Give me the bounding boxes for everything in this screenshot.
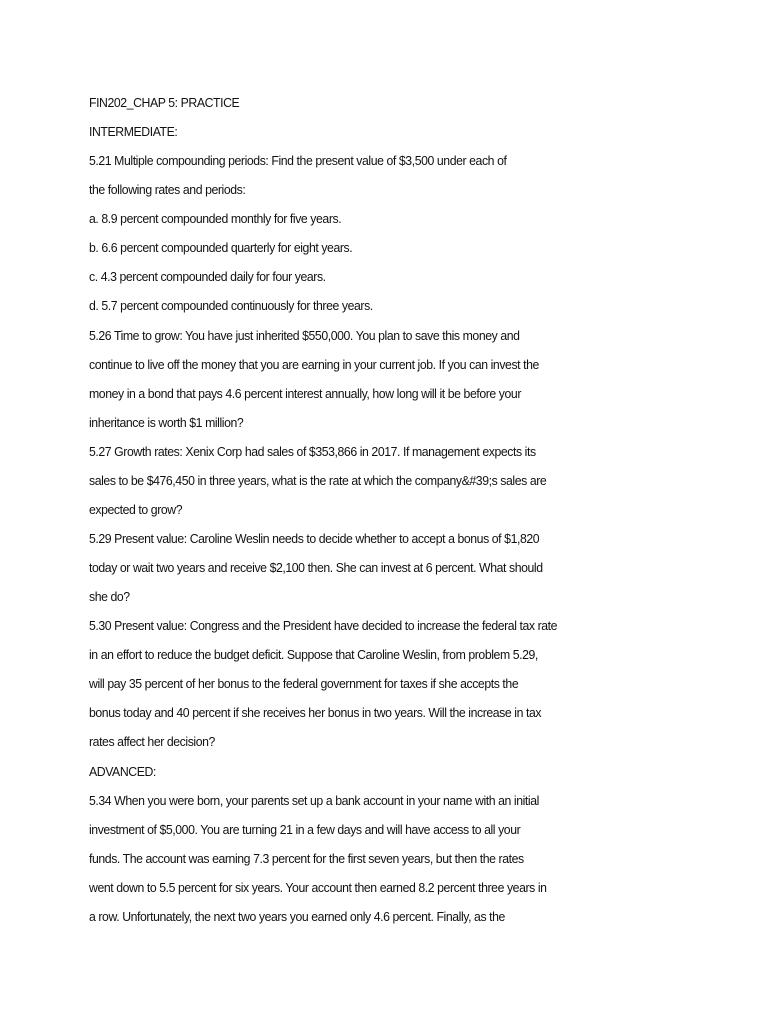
problem-5-27-line-2: sales to be $476,450 in three years, what is the rate at which the company&#39;s sales are — [89, 473, 547, 488]
problem-5-30-line-3: will pay 35 percent of her bonus to the federal government for taxes if she accepts the — [89, 676, 519, 691]
problem-5-29-line-2: today or wait two years and receive $2,100 then. She can invest at 6 percent. What should — [89, 560, 543, 575]
problem-5-27-line-3: expected to grow? — [89, 502, 183, 517]
problem-5-30-line-5: rates affect her decision? — [89, 734, 215, 749]
problem-5-34-line-3: funds. The account was earning 7.3 percent for the first seven years, but then the rates — [89, 851, 524, 866]
problem-5-29-line-3: she do? — [89, 589, 130, 604]
problem-5-26-line-1: 5.26 Time to grow: You have just inherited $550,000. You plan to save this money and — [89, 328, 520, 343]
problem-5-21-part-d: d. 5.7 percent compounded continuously for three years. — [89, 298, 373, 313]
problem-5-26-line-2: continue to live off the money that you are earning in your current job. If you can invest the — [89, 357, 539, 372]
problem-5-29-line-1: 5.29 Present value: Caroline Weslin needs to decide whether to accept a bonus of $1,820 — [89, 531, 540, 546]
problem-5-21-part-c: c. 4.3 percent compounded daily for four years. — [89, 269, 326, 284]
section-heading-intermediate: INTERMEDIATE: — [89, 124, 178, 139]
problem-5-21-part-b: b. 6.6 percent compounded quarterly for eight years. — [89, 240, 353, 255]
problem-5-21-part-a: a. 8.9 percent compounded monthly for five years. — [89, 211, 342, 226]
problem-5-26-line-4: inheritance is worth $1 million? — [89, 415, 244, 430]
problem-5-21-line-1: 5.21 Multiple compounding periods: Find the present value of $3,500 under each of — [89, 153, 507, 168]
section-heading-advanced: ADVANCED: — [89, 764, 156, 779]
problem-5-34-line-4: went down to 5.5 percent for six years. Your account then earned 8.2 percent three years in — [89, 880, 547, 895]
problem-5-27-line-1: 5.27 Growth rates: Xenix Corp had sales of $353,866 in 2017. If management expects its — [89, 444, 536, 459]
problem-5-30-line-2: in an effort to reduce the budget deficit. Suppose that Caroline Weslin, from problem 5.29, — [89, 647, 538, 662]
problem-5-34-line-1: 5.34 When you were born, your parents set up a bank account in your name with an initial — [89, 793, 539, 808]
document-title: FIN202_CHAP 5: PRACTICE — [89, 95, 240, 110]
problem-5-21-line-2: the following rates and periods: — [89, 182, 246, 197]
problem-5-34-line-5: a row. Unfortunately, the next two years you earned only 4.6 percent. Finally, as the — [89, 909, 505, 924]
problem-5-30-line-4: bonus today and 40 percent if she receives her bonus in two years. Will the increase in tax — [89, 705, 542, 720]
problem-5-30-line-1: 5.30 Present value: Congress and the President have decided to increase the federal tax rate — [89, 618, 558, 633]
problem-5-34-line-2: investment of $5,000. You are turning 21 in a few days and will have access to all your — [89, 822, 521, 837]
problem-5-26-line-3: money in a bond that pays 4.6 percent interest annually, how long will it be before your — [89, 386, 521, 401]
